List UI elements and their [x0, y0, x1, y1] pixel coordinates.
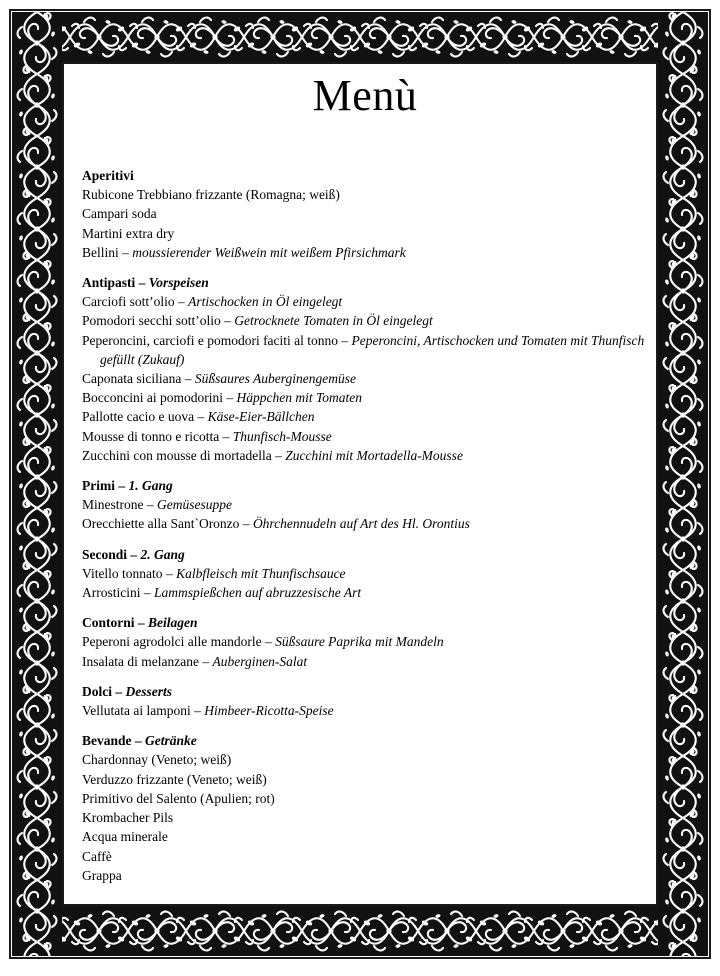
menu-item-separator: – [341, 332, 352, 348]
section-heading [82, 545, 648, 564]
menu-item-it: Zucchini con mousse di mortadella [82, 447, 276, 463]
section-heading [82, 273, 648, 292]
menu-item-separator: – [226, 390, 237, 406]
menu-item-it: Peperoncini, carciofi e pomodori faciti al tonno [82, 332, 342, 348]
menu-item-it: Krombacher Pils [82, 810, 174, 826]
menu-item-it: Insalata di melanzane [82, 653, 203, 669]
section-heading-it: Secondi [82, 546, 131, 562]
menu-item-it: Pomodori secchi sott’olio [82, 313, 225, 329]
menu-item-it: Vitello tonnato [82, 565, 166, 581]
menu-item-de: Getrocknete Tomaten in Öl eingelegt [234, 313, 433, 329]
menu-item-de: Artischocken in Öl eingelegt [188, 294, 343, 310]
menu-item [82, 583, 648, 602]
menu-item-separator: – [197, 409, 208, 425]
menu-item [82, 632, 648, 651]
menu-item-separator: – [143, 585, 154, 601]
menu-item-de: moussierender Weißwein mit weißem Pfirsichmark [132, 244, 406, 260]
menu-item [82, 427, 648, 446]
menu-item [82, 292, 648, 311]
section-heading-separator: – [137, 615, 149, 631]
menu-item-separator: – [122, 244, 133, 260]
menu-section [82, 613, 648, 671]
menu-item [82, 701, 648, 720]
menu-item-separator: – [165, 565, 177, 581]
border-band-top [12, 12, 708, 62]
menu-item [82, 185, 648, 204]
menu-section [82, 273, 648, 465]
menu-item [82, 243, 648, 262]
menu-item-separator: – [194, 703, 205, 719]
menu-item-it: Peperoni agrodolci alle mandorle [82, 634, 265, 650]
menu-item [82, 224, 648, 243]
section-heading-it: Primi [82, 478, 119, 494]
section-heading-de: 1. Gang [128, 478, 173, 494]
menu-item-it: Acqua minerale [82, 829, 168, 845]
menu-item-it: Verduzzo frizzante (Veneto; weiß) [82, 771, 267, 787]
border-band-bottom [12, 906, 708, 956]
menu-item [82, 369, 648, 388]
section-heading [82, 731, 648, 750]
menu-item-separator: – [202, 653, 213, 669]
section-heading-it: Bevande [82, 733, 135, 749]
menu-item [82, 495, 648, 514]
menu-item-it: Caponata siciliana [82, 371, 185, 387]
menu-item-it: Primitivo del Salento (Apulien; rot) [82, 790, 275, 806]
menu-item-separator: – [177, 294, 189, 310]
menu-item-de: Süßsaure Paprika mit Mandeln [275, 634, 444, 650]
menu-item-de: Käse-Eier-Bällchen [207, 409, 315, 425]
menu-item [82, 331, 648, 369]
menu-item [82, 808, 648, 827]
menu-section [82, 476, 648, 534]
menu-item-it: Bocconcini ai pomodorini [82, 390, 227, 406]
menu-item [82, 446, 648, 465]
menu-item-it: Chardonnay (Veneto; weiß) [82, 752, 232, 768]
menu-item-it: Caffè [82, 848, 112, 864]
menu-item-it: Bellini [82, 244, 123, 260]
menu-item-it: Vellutata ai lamponi [82, 703, 195, 719]
menu-item-de: Thunfisch-Mousse [232, 428, 332, 444]
menu-item-de: Zucchini mit Mortadella-Mousse [285, 447, 463, 463]
menu-sections [82, 166, 648, 885]
menu-item [82, 407, 648, 426]
menu-item-separator: – [242, 516, 253, 532]
menu-item-de: Öhrchennudeln auf Art des Hl. Orontius [252, 516, 470, 532]
menu-section [82, 731, 648, 885]
menu-item-it: Pallotte cacio e uova [82, 409, 198, 425]
section-heading [82, 682, 648, 701]
menu-item-de: Himbeer-Ricotta-Speise [204, 703, 334, 719]
menu-item [82, 311, 648, 330]
section-heading-it: Dolci [82, 683, 116, 699]
menu-item-it: Minestrone [82, 497, 147, 513]
menu-content [82, 70, 648, 896]
menu-item-it: Orecchiette alla Sant`Oronzo [82, 516, 243, 532]
menu-item-it: Arrosticini [82, 585, 144, 601]
section-heading-it: Antipasti [82, 275, 139, 291]
menu-item [82, 750, 648, 769]
menu-item [82, 652, 648, 671]
menu-item-de: Häppchen mit Tomaten [236, 390, 362, 406]
section-heading-separator: – [134, 733, 146, 749]
menu-item-de: Gemüsesuppe [157, 497, 232, 513]
menu-item-it: Mousse di tonno e ricotta [82, 428, 223, 444]
menu-item-separator: – [275, 447, 286, 463]
section-heading-de: Desserts [125, 683, 172, 699]
menu-item-separator: – [224, 313, 235, 329]
section-heading-de: Vorspeisen [148, 275, 209, 291]
section-heading [82, 476, 648, 495]
border-band-right [658, 12, 708, 956]
menu-item-it: Carciofi sott’olio [82, 294, 178, 310]
section-heading [82, 166, 648, 185]
menu-item-de: Auberginen-Salat [212, 653, 308, 669]
section-heading-separator: – [118, 478, 129, 494]
menu-item [82, 847, 648, 866]
border-band-left [12, 12, 62, 956]
menu-item-it: Campari soda [82, 206, 157, 222]
menu-item [82, 866, 648, 885]
menu-item-de: Lammspießchen auf abruzzesische Art [154, 585, 362, 601]
menu-item-it: Grappa [82, 867, 122, 883]
menu-item [82, 514, 648, 533]
menu-item-de: Kalbfleisch mit Thunfischsauce [176, 565, 346, 581]
menu-section [82, 682, 648, 720]
section-heading-de: 2. Gang [140, 546, 185, 562]
section-heading-de: Getränke [145, 733, 197, 749]
menu-item [82, 204, 648, 223]
menu-item-it: Martini extra dry [82, 225, 175, 241]
section-heading-de: Beilagen [148, 615, 198, 631]
section-heading [82, 613, 648, 632]
menu-item [82, 789, 648, 808]
section-heading-separator: – [138, 275, 149, 291]
menu-item [82, 564, 648, 583]
menu-section [82, 166, 648, 262]
section-heading-it: Aperitivi [82, 168, 134, 183]
menu-item-de: Peperoncini, Artischocken und Tomaten mit Thunfisch gefüllt (Zukauf) [100, 332, 645, 367]
menu-item [82, 827, 648, 846]
menu-item-separator: – [184, 371, 195, 387]
menu-section [82, 545, 648, 603]
menu-item-separator: – [146, 497, 157, 513]
menu-item [82, 388, 648, 407]
menu-item [82, 770, 648, 789]
section-heading-separator: – [130, 546, 141, 562]
menu-item-separator: – [222, 428, 233, 444]
page-title: Menù [312, 71, 418, 120]
menu-item-separator: – [264, 634, 276, 650]
section-heading-separator: – [115, 683, 126, 699]
menu-item-de: Süßsaures Auberginengemüse [194, 371, 356, 387]
section-heading-it: Contorni [82, 615, 138, 631]
menu-item-it: Rubicone Trebbiano frizzante (Romagna; weiß) [82, 187, 340, 203]
